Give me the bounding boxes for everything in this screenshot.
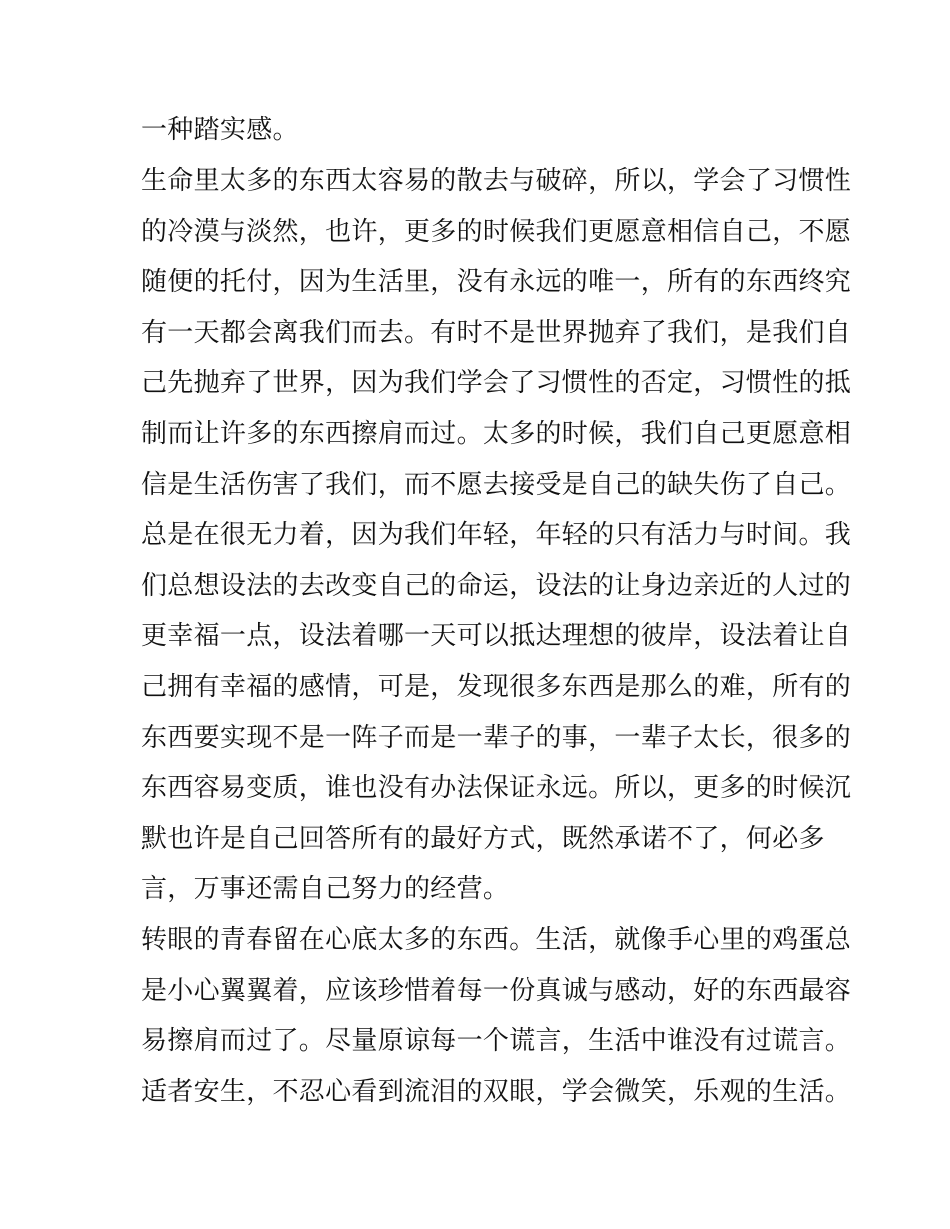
text-line: 一种踏实感。: [141, 115, 299, 145]
text-line: 更幸福一点，设法着哪一天可以抵达理想的彼岸，设法着让自: [141, 621, 852, 651]
text-line: 默也许是自己回答所有的最好方式，既然承诺不了，何必多: [141, 824, 825, 854]
text-line: 言，万事还需自己努力的经营。: [141, 874, 510, 904]
text-line: 生命里太多的东西太容易的散去与破碎，所以，学会了习惯性: [141, 166, 852, 196]
text-line: 东西容易变质，谁也没有办法保证永远。所以，更多的时候沉: [141, 773, 852, 803]
text-line: 东西要实现不是一阵子而是一辈子的事，一辈子太长，很多的: [141, 723, 852, 753]
text-line: 随便的托付，因为生活里，没有永远的唯一，所有的东西终究: [141, 267, 852, 297]
text-line: 制而让许多的东西擦肩而过。太多的时候，我们自己更愿意相: [141, 419, 852, 449]
text-line: 的冷漠与淡然，也许，更多的时候我们更愿意相信自己，不愿: [141, 217, 852, 247]
text-line: 适者安生，不忍心看到流泪的双眼，学会微笑，乐观的生活。: [141, 1077, 852, 1107]
text-line: 易擦肩而过了。尽量原谅每一个谎言，生活中谁没有过谎言。: [141, 1026, 852, 1056]
text-line: 们总想设法的去改变自己的命运，设法的让身边亲近的人过的: [141, 571, 852, 601]
text-line: 总是在很无力着，因为我们年轻，年轻的只有活力与时间。我: [141, 520, 852, 550]
text-line: 己拥有幸福的感情，可是，发现很多东西是那么的难，所有的: [141, 672, 852, 702]
text-line: 信是生活伤害了我们，而不愿去接受是自己的缺失伤了自己。: [141, 470, 852, 500]
text-line: 转眼的青春留在心底太多的东西。生活，就像手心里的鸡蛋总: [141, 925, 852, 955]
text-line: 己先抛弃了世界，因为我们学会了习惯性的否定，习惯性的抵: [141, 368, 852, 398]
text-line: 有一天都会离我们而去。有时不是世界抛弃了我们，是我们自: [141, 318, 852, 348]
text-line: 是小心翼翼着，应该珍惜着每一份真诚与感动，好的东西最容: [141, 976, 852, 1006]
